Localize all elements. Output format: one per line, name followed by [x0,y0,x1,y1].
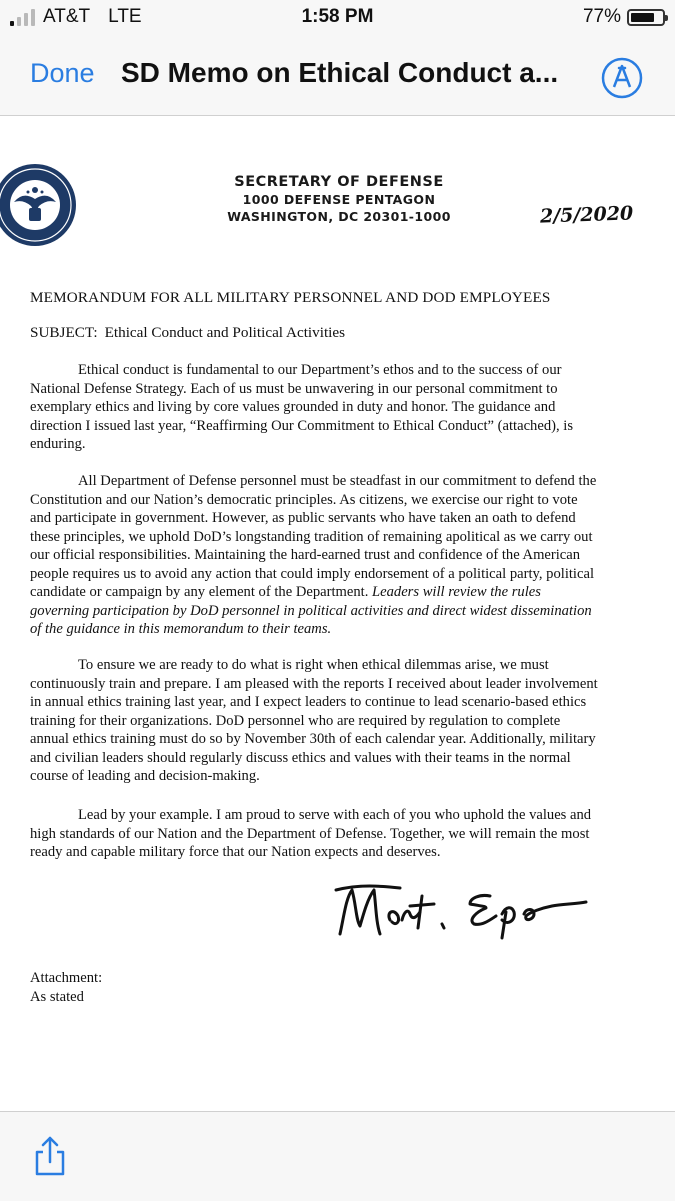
done-button[interactable]: Done [30,58,95,88]
markup-pen-icon [600,56,644,100]
letterhead-city-line: WASHINGTON, DC 20301-1000 [227,209,451,224]
italic-instruction: Leaders will review the rules [372,584,541,600]
carrier-name: AT&T [43,6,91,27]
paragraph-line: continuously train and prepare. I am pleased with the reports I received about leader involvement [30,675,598,692]
memo-paragraph-2 [30,472,652,639]
bottom-toolbar [0,1111,675,1201]
paragraph-line: To ensure we are ready to do what is right when ethical dilemmas arise, we must [78,657,549,673]
document-page [0,116,675,1111]
paragraph-line: and civilian leaders should regularly discuss ethics and values with their teams in the normal [30,749,571,766]
paragraph-line: annual ethics training must do so by November 30th of each calendar year. Additionally, military [30,731,596,747]
letterhead-title: SECRETARY OF DEFENSE [234,174,444,190]
paragraph-line-italic: governing participation by DoD personnel in political activities and direct widest dissemination [30,602,592,619]
paragraph-line: course of leading and decision-making. [30,768,260,784]
memo-paragraph-4 [30,806,652,862]
network-type: LTE [108,6,142,27]
share-icon [28,1134,72,1178]
paragraph-line: and participate in government. However, as public servants who have taken an oath to defend [30,510,576,526]
memo-heading: MEMORANDUM FOR ALL MILITARY PERSONNEL AND DOD EMPLOYEES [30,289,551,306]
memo-subject [30,324,345,342]
share-button[interactable] [28,1134,72,1178]
attachment-value: As stated [30,989,84,1005]
memo-paragraph-1 [30,361,652,454]
battery-icon [627,9,665,26]
paragraph-line: ready and capable military force that our Nation expects and deserves. [30,844,441,860]
paragraph-line: people requires us to avoid any action that could imply endorsement of a political party, political [30,565,594,582]
clock: 1:58 PM [301,6,374,27]
paragraph-line: Lead by your example. I am proud to serve with each of you who uphold the values and [78,807,592,823]
battery-level-fill [631,13,654,22]
paragraph-line: in annual ethics training last year, and I expect leaders to continue to lead scenario-based ethics [30,694,587,710]
signature [330,876,600,946]
status-right [583,6,665,28]
paragraph-line: training for their organizations. DoD personnel who are required by regulation to complete [30,712,561,729]
paragraph-line: Constitution and our Nation’s democratic principles. As citizens, we exercise our right to vote [30,491,578,508]
paragraph-line: All Department of Defense personnel must be steadfast in our commitment to defend the [78,473,597,489]
navigation-bar [0,40,675,116]
markup-button[interactable] [600,56,644,100]
battery-percent: 77% [582,6,621,27]
attachment-label: Attachment: [30,970,103,986]
status-bar [0,0,675,40]
subject-text: Ethical Conduct and Political Activities [104,324,346,341]
paragraph-line: high standards of our Nation and the Department of Defense. Together, we will remain the most [30,825,590,842]
subject-label: SUBJECT: [30,324,98,341]
paragraph-line-italic: of the guidance in this memorandum to their teams. [30,621,332,637]
letterhead-address-line: 1000 DEFENSE PENTAGON [242,192,436,207]
dod-seal-icon [0,162,78,248]
handwritten-date: 2/5/2020 [539,202,634,228]
paragraph-line-text: candidate or campaign by any element of the Department. [30,584,369,600]
paragraph-line: these principles, we uphold DoD’s longstanding tradition of remaining apolitical as we carry out [30,528,593,545]
paragraph-line: enduring. [30,436,86,452]
letterhead [200,174,478,225]
paragraph-line: direction I issued last year, “Reaffirming Our Commitment to Ethical Conduct” (attached), is [30,417,574,434]
document-title: SD Memo on Ethical Conduct a... [121,57,559,88]
paragraph-line: Ethical conduct is fundamental to our Department’s ethos and to the success of our [78,362,562,378]
paragraph-line: National Defense Strategy. Each of us must be unwavering in our personal commitment to [30,380,558,397]
paragraph-line: exemplary ethics and living by core values grounded in duty and honor. The guidance and [30,399,556,415]
paragraph-line: our official responsibilities. Maintaining the hard-earned trust and confidence of the American [30,547,581,563]
memo-paragraph-3 [30,656,652,786]
paragraph-line [30,583,652,602]
attachment-note [30,969,102,1007]
